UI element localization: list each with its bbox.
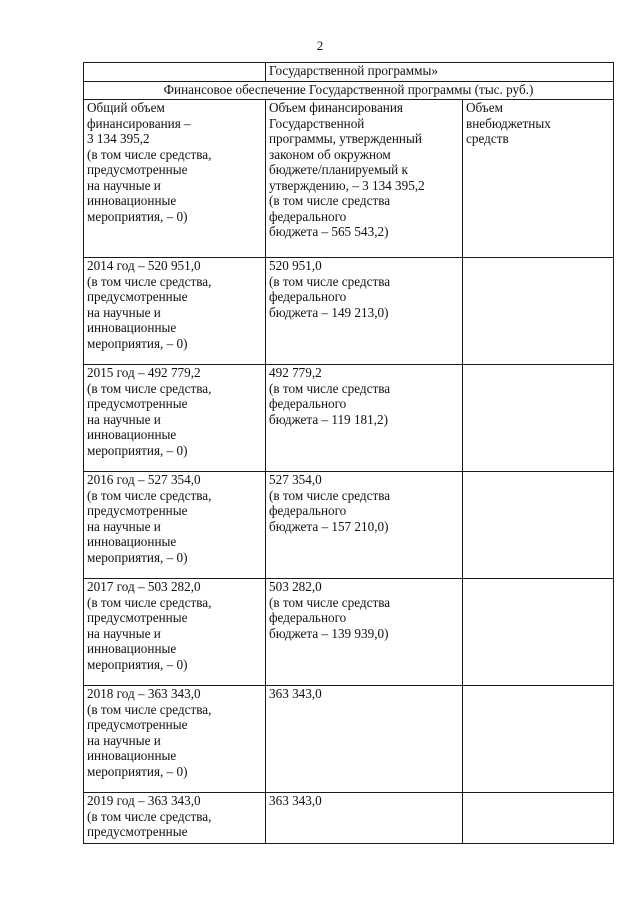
total-cell: 2019 год – 363 343,0 (в том числе средства, предусмотренные <box>84 793 266 844</box>
program-label-cell <box>84 63 266 82</box>
financing-header: Финансовое обеспечение Государственной программы (тыс. руб.) <box>84 82 614 100</box>
budget-cell: 520 951,0 (в том числе средства федерального бюджета – 149 213,0) <box>266 258 463 365</box>
total-cell: 2018 год – 363 343,0 (в том числе средства, предусмотренные на научные и инновационные мероприятия, – 0) <box>84 686 266 793</box>
financing-header-row <box>84 82 614 100</box>
table-row <box>84 579 614 686</box>
page-number: 2 <box>316 38 324 53</box>
offbudget-cell <box>463 472 614 579</box>
column-headers-row <box>84 100 614 258</box>
offbudget-cell <box>463 579 614 686</box>
program-row <box>84 63 614 82</box>
offbudget-cell <box>463 365 614 472</box>
budget-cell: 363 343,0 <box>266 793 463 844</box>
total-cell: 2017 год – 503 282,0 (в том числе средства, предусмотренные на научные и инновационные мероприятия, – 0) <box>84 579 266 686</box>
total-cell: 2015 год – 492 779,2 (в том числе средства, предусмотренные на научные и инновационные мероприятия, – 0) <box>84 365 266 472</box>
col-total-header: Общий объем финансирования – 3 134 395,2 (в том числе средства, предусмотренные на научные и инновационные мероприятия, – 0) <box>84 100 266 258</box>
financing-table <box>83 62 614 844</box>
budget-cell: 527 354,0 (в том числе средства федерального бюджета – 157 210,0) <box>266 472 463 579</box>
budget-cell: 492 779,2 (в том числе средства федерального бюджета – 119 181,2) <box>266 365 463 472</box>
offbudget-cell <box>463 793 614 844</box>
total-cell: 2014 год – 520 951,0 (в том числе средства, предусмотренные на научные и инновационные мероприятия, – 0) <box>84 258 266 365</box>
budget-cell: 363 343,0 <box>266 686 463 793</box>
offbudget-cell <box>463 686 614 793</box>
table-row <box>84 686 614 793</box>
total-cell: 2016 год – 527 354,0 (в том числе средства, предусмотренные на научные и инновационные мероприятия, – 0) <box>84 472 266 579</box>
col-offbudget-header: Объем внебюджетных средств <box>463 100 614 258</box>
table-row <box>84 258 614 365</box>
offbudget-cell <box>463 258 614 365</box>
program-cell: Государственной программы» <box>266 63 614 82</box>
table-row <box>84 472 614 579</box>
table-row <box>84 365 614 472</box>
col-budget-header: Объем финансирования Государственной программы, утвержденный законом об окружном бюджете/планируемый к утверждению, – 3 134 395,2 (в том числе средства федерального бюджета – 565 543,2) <box>266 100 463 258</box>
table-row <box>84 793 614 844</box>
budget-cell: 503 282,0 (в том числе средства федерального бюджета – 139 939,0) <box>266 579 463 686</box>
